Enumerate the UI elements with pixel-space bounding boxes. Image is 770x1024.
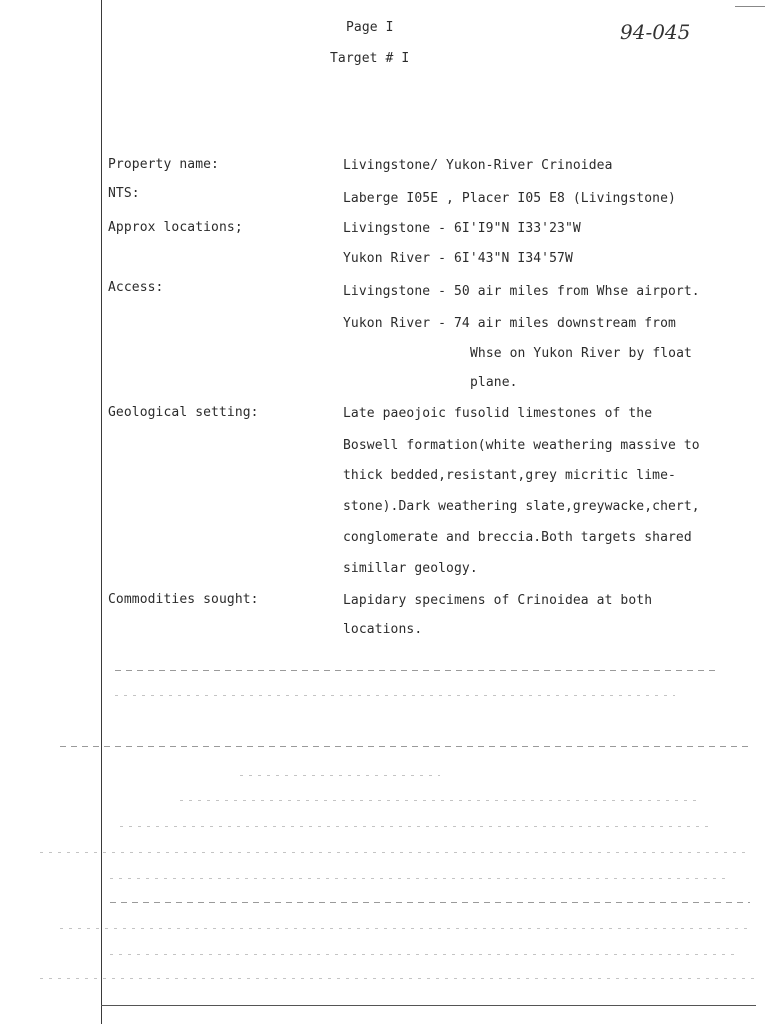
field-label: NTS:	[108, 186, 140, 201]
page-number: Page I	[346, 20, 394, 35]
ruled-line	[180, 800, 700, 801]
field-value: locations.	[343, 622, 423, 637]
field-value: Yukon River - 74 air miles downstream from	[343, 316, 676, 331]
target-number: Target # I	[330, 51, 410, 66]
field-label: Property name:	[108, 157, 219, 172]
ruled-line	[60, 928, 750, 929]
field-value: Livingstone/ Yukon-River Crinoidea	[343, 158, 613, 173]
ruled-line	[110, 902, 750, 903]
field-value: Boswell formation(white weathering massive to	[343, 438, 700, 453]
ruled-line	[60, 746, 750, 747]
ruled-line	[115, 670, 715, 671]
left-margin-rule	[101, 0, 102, 1024]
field-label: Approx locations;	[108, 220, 243, 235]
ruled-line	[40, 978, 760, 979]
field-label: Access:	[108, 280, 164, 295]
field-value: stone).Dark weathering slate,greywacke,chert,	[343, 499, 700, 514]
field-value: plane.	[470, 375, 518, 390]
field-value: Yukon River - 6I'43"N I34'57W	[343, 251, 573, 266]
corner-mark	[735, 6, 765, 7]
ruled-line	[110, 878, 730, 879]
ruled-line	[40, 852, 750, 853]
field-label: Commodities sought:	[108, 592, 259, 607]
ruled-line	[240, 775, 440, 776]
field-value: Livingstone - 50 air miles from Whse airport.	[343, 284, 700, 299]
field-label: Geological setting:	[108, 405, 259, 420]
field-value: Late paeojoic fusolid limestones of the	[343, 406, 653, 421]
field-value: simillar geology.	[343, 561, 478, 576]
field-value: Lapidary specimens of Crinoidea at both	[343, 593, 653, 608]
field-value: conglomerate and breccia.Both targets shared	[343, 530, 692, 545]
field-value: Whse on Yukon River by float	[470, 346, 692, 361]
ruled-line	[115, 695, 675, 696]
ruled-line	[120, 826, 710, 827]
field-value: thick bedded,resistant,grey micritic lime-	[343, 468, 676, 483]
ruled-line	[110, 954, 740, 955]
field-value: Laberge I05E , Placer I05 E8 (Livingstone)	[343, 191, 676, 206]
field-value: Livingstone - 6I'I9"N I33'23"W	[343, 221, 581, 236]
handwritten-file-number: 94-045	[620, 20, 691, 44]
bottom-rule	[101, 1005, 756, 1006]
